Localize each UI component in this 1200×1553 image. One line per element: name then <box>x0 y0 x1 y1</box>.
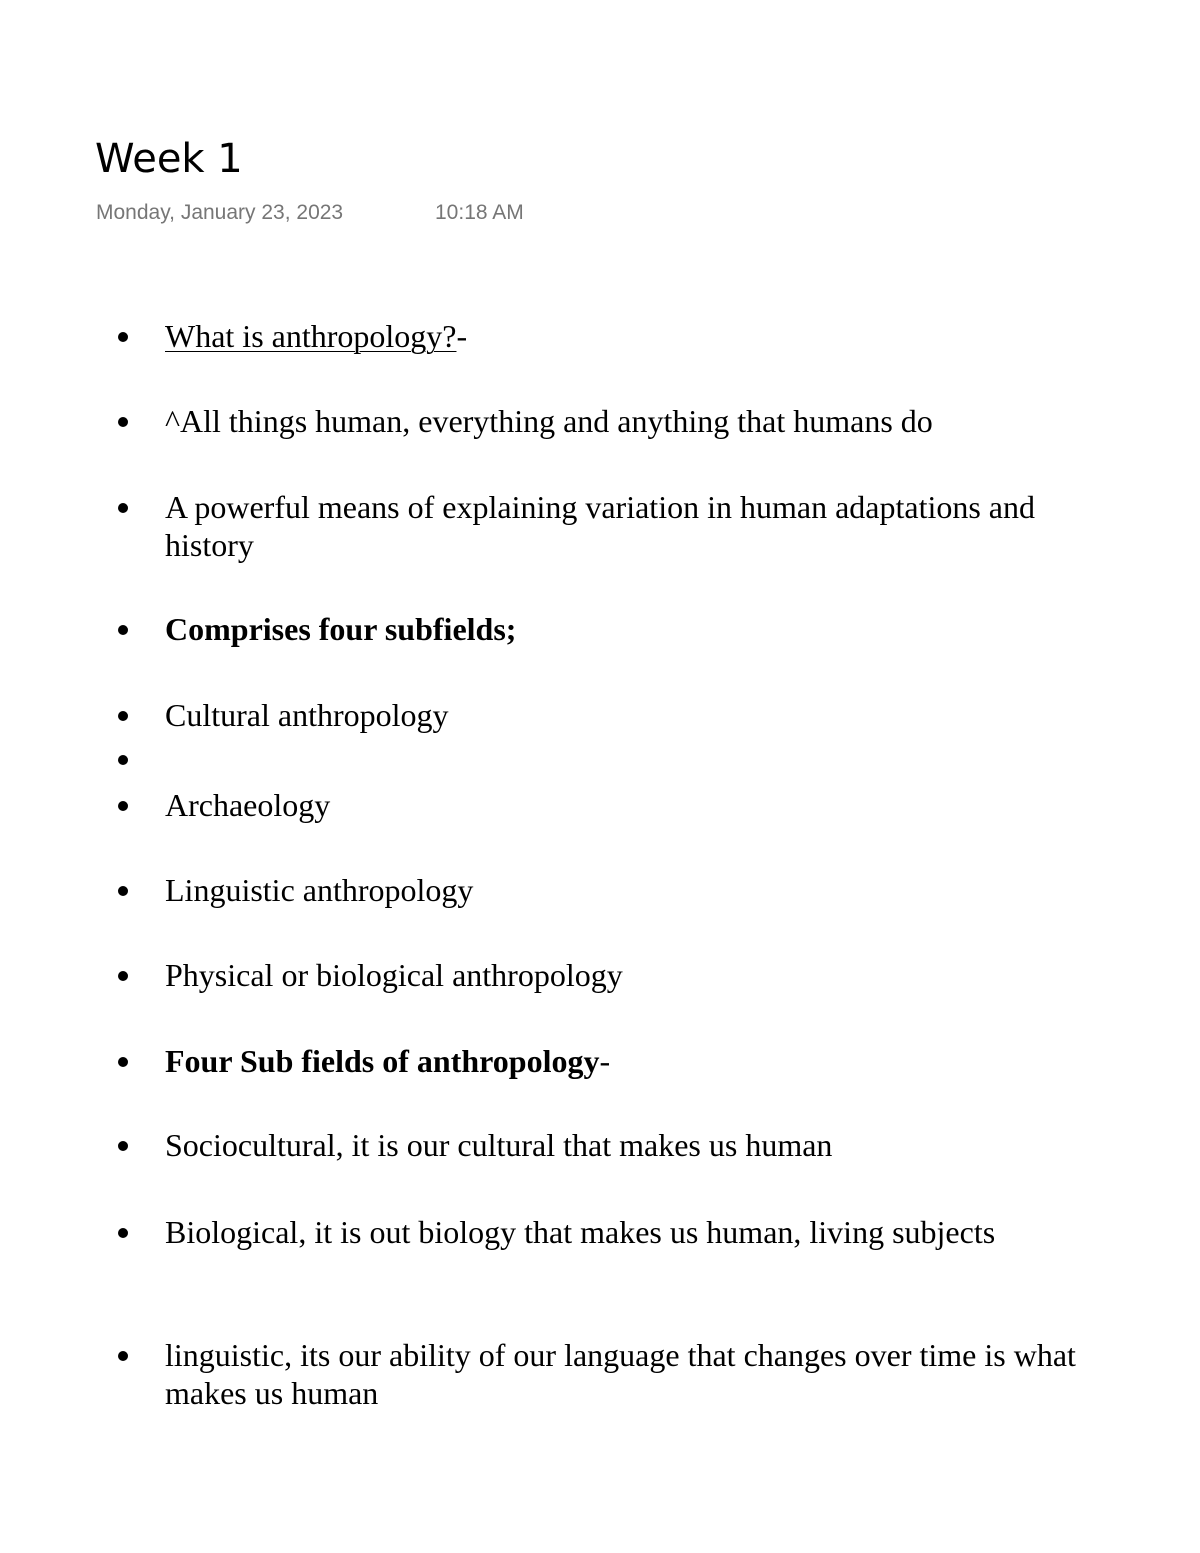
page-meta <box>96 199 524 227</box>
heading-text: Four Sub fields of anthropology <box>165 1043 600 1079</box>
page-title: Week 1 <box>95 136 243 182</box>
four-subfields-heading <box>165 1042 1125 1080</box>
list-item-text: linguistic, its our ability of our language that changes over time is what makes us human <box>165 1337 1076 1411</box>
list-item-text: ^All things human, everything and anything that humans do <box>165 403 933 439</box>
heading-dash: - <box>599 1043 611 1079</box>
bullet-icon <box>118 886 128 896</box>
note-time: 10:18 AM <box>435 201 524 224</box>
bullet-icon <box>118 1057 128 1067</box>
list-item-text: Archaeology <box>165 787 331 823</box>
bullet-icon <box>118 625 128 635</box>
list-item-text: Biological, it is out biology that makes us human, living subjects <box>165 1214 996 1250</box>
list-item-text: Sociocultural, it is our cultural that makes us human <box>165 1127 833 1163</box>
note-date: Monday, January 23, 2023 <box>96 201 344 224</box>
bullet-icon <box>118 801 128 811</box>
list-item-text: Physical or biological anthropology <box>165 957 623 993</box>
bullet-icon <box>118 1228 128 1238</box>
list-item-text: A powerful means of explaining variation in human adaptations and history <box>165 489 1035 563</box>
bullet-icon <box>118 1141 128 1151</box>
bullet-icon <box>118 1351 128 1361</box>
bullet-icon <box>118 417 128 427</box>
bullet-icon <box>118 503 128 513</box>
bullet-icon <box>118 755 128 765</box>
bullet-icon <box>118 971 128 981</box>
list-item-text: Linguistic anthropology <box>165 872 474 908</box>
bullet-icon <box>118 332 128 342</box>
heading-dash: - <box>456 318 468 354</box>
list-item-text: Cultural anthropology <box>165 697 449 733</box>
bullet-icon <box>118 711 128 721</box>
question-heading: What is anthropology? <box>165 318 457 354</box>
subfields-heading: Comprises four subfields; <box>165 611 517 647</box>
list-item-text <box>165 317 1125 355</box>
